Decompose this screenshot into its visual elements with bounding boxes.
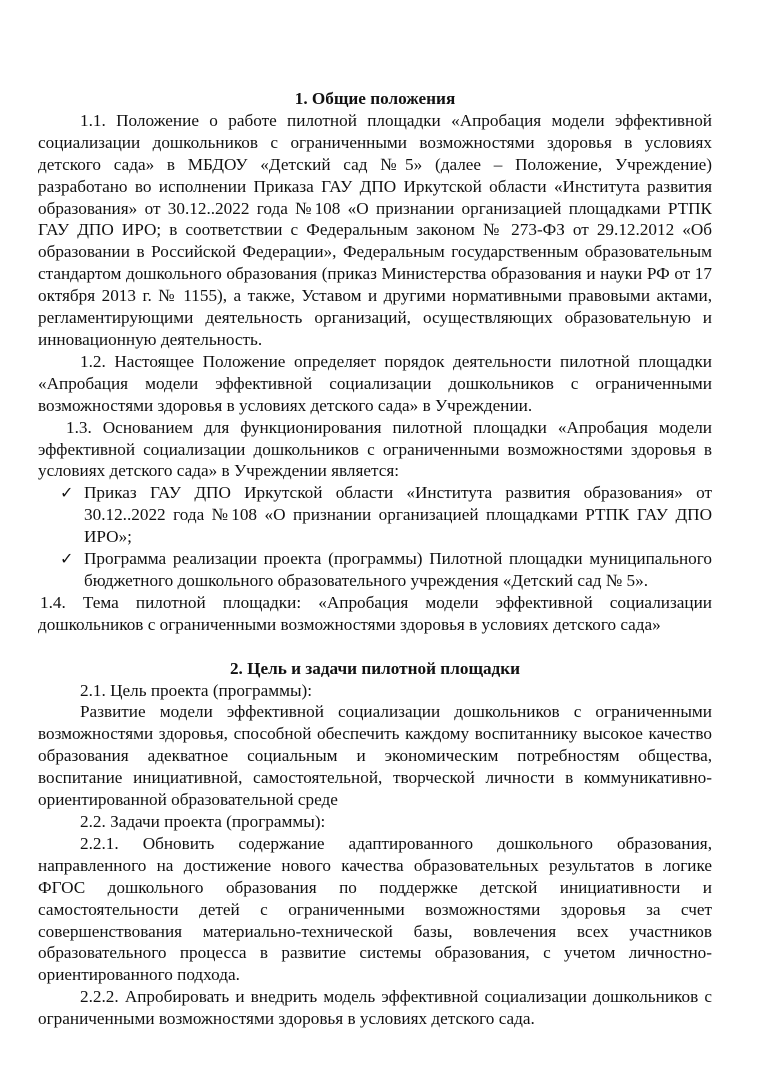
check-list-item-text: Программа реализации проекта (программы) Пилотной площадки муниципального бюджетного дошкольного образовательного учреждения «Детский сад № 5». bbox=[84, 549, 712, 590]
check-list-item-text: Приказ ГАУ ДПО Иркутской области «Института развития образования» от 30.12..2022 года №108 «О признании организацией площадками РТПК ГАУ ДПО ИРО»; bbox=[84, 483, 712, 547]
paragraph-2-1-text: Развитие модели эффективной социализации дошкольников с ограниченными возможностями здоровья, способной обеспечить каждому воспитаннику высокое качество образования адекватное социальным и экономическим потребностям общества, воспитание инициативной, самостоятельной, творческой личности в коммуникативно-ориентированной образовательной среде bbox=[38, 702, 712, 810]
paragraph-1-4: 1.4. Тема пилотной площадки: «Апробация модели эффективной социализации дошкольников с ограниченными возможностями здоровья в условиях детского сада» bbox=[38, 592, 712, 634]
document-page bbox=[38, 88, 712, 1030]
paragraph-2-2-1: 2.2.1. Обновить содержание адаптированного дошкольного образования, направленного на достижение нового качества образовательных результатов в логике ФГОС дошкольного образования по поддержке детской инициативности и самостоятельности детей с ограниченными возможностями здоровья за счет совершенствования материально-технической базы, вовлечения всех участников образовательного процесса в развитие системы образования, с учетом личностно-ориентированного подхода. bbox=[38, 833, 712, 985]
paragraph-1-3: 1.3. Основанием для функционирования пилотной площадки «Апробация модели эффективной социализации дошкольников с ограниченными возможностями здоровья в условиях детского сада» в Учреждении является: bbox=[38, 417, 712, 481]
section-1-heading: 1. Общие положения bbox=[294, 89, 456, 108]
section-2-heading: 2. Цель и задачи пилотной площадки bbox=[229, 658, 521, 678]
check-list-item bbox=[38, 482, 712, 548]
paragraph-2-2-title: 2.2. Задачи проекта (программы): bbox=[80, 812, 326, 831]
paragraph-1-2: 1.2. Настоящее Положение определяет порядок деятельности пилотной площадки «Апробация модели эффективной социализации дошкольников с ограниченными возможностями здоровья в условиях детского сада» в Учреждении. bbox=[38, 351, 712, 415]
section-gap bbox=[38, 636, 712, 658]
paragraph-1-1: 1.1. Положение о работе пилотной площадки «Апробация модели эффективной социализации дошкольников с ограниченными возможностями здоровья в условиях детского сада» в МБДОУ «Детский сад №5» (далее – Положение, Учреждение) разработано во исполнении Приказа ГАУ ДПО Иркутской области «Института развития образования» от 30.12..2022 года №108 «О признании организацией площадками РТПК ГАУ ДПО ИРО; в соответствии с Федеральным законом № 273-ФЗ от 29.12.2012 «Об образовании в Российской Федерации», Федеральным государственным образовательным стандартом дошкольного образования (приказ Министерства образования и науки РФ от 17 октября 2013 г. № 1155), а также, Уставом и другими нормативными правовыми актами, регламентирующими деятельность организаций, осуществляющих образовательную и инновационную деятельность. bbox=[38, 110, 712, 349]
check-list-item bbox=[38, 548, 712, 592]
paragraph-2-2-2: 2.2.2. Апробировать и внедрить модель эффективной социализации дошкольников с ограниченными возможностями здоровья в условиях детского сада. bbox=[38, 987, 712, 1029]
checkmark-icon: ✓ bbox=[60, 483, 74, 503]
paragraph-2-1-title: 2.1. Цель проекта (программы): bbox=[80, 680, 313, 700]
checkmark-icon: ✓ bbox=[60, 549, 74, 569]
